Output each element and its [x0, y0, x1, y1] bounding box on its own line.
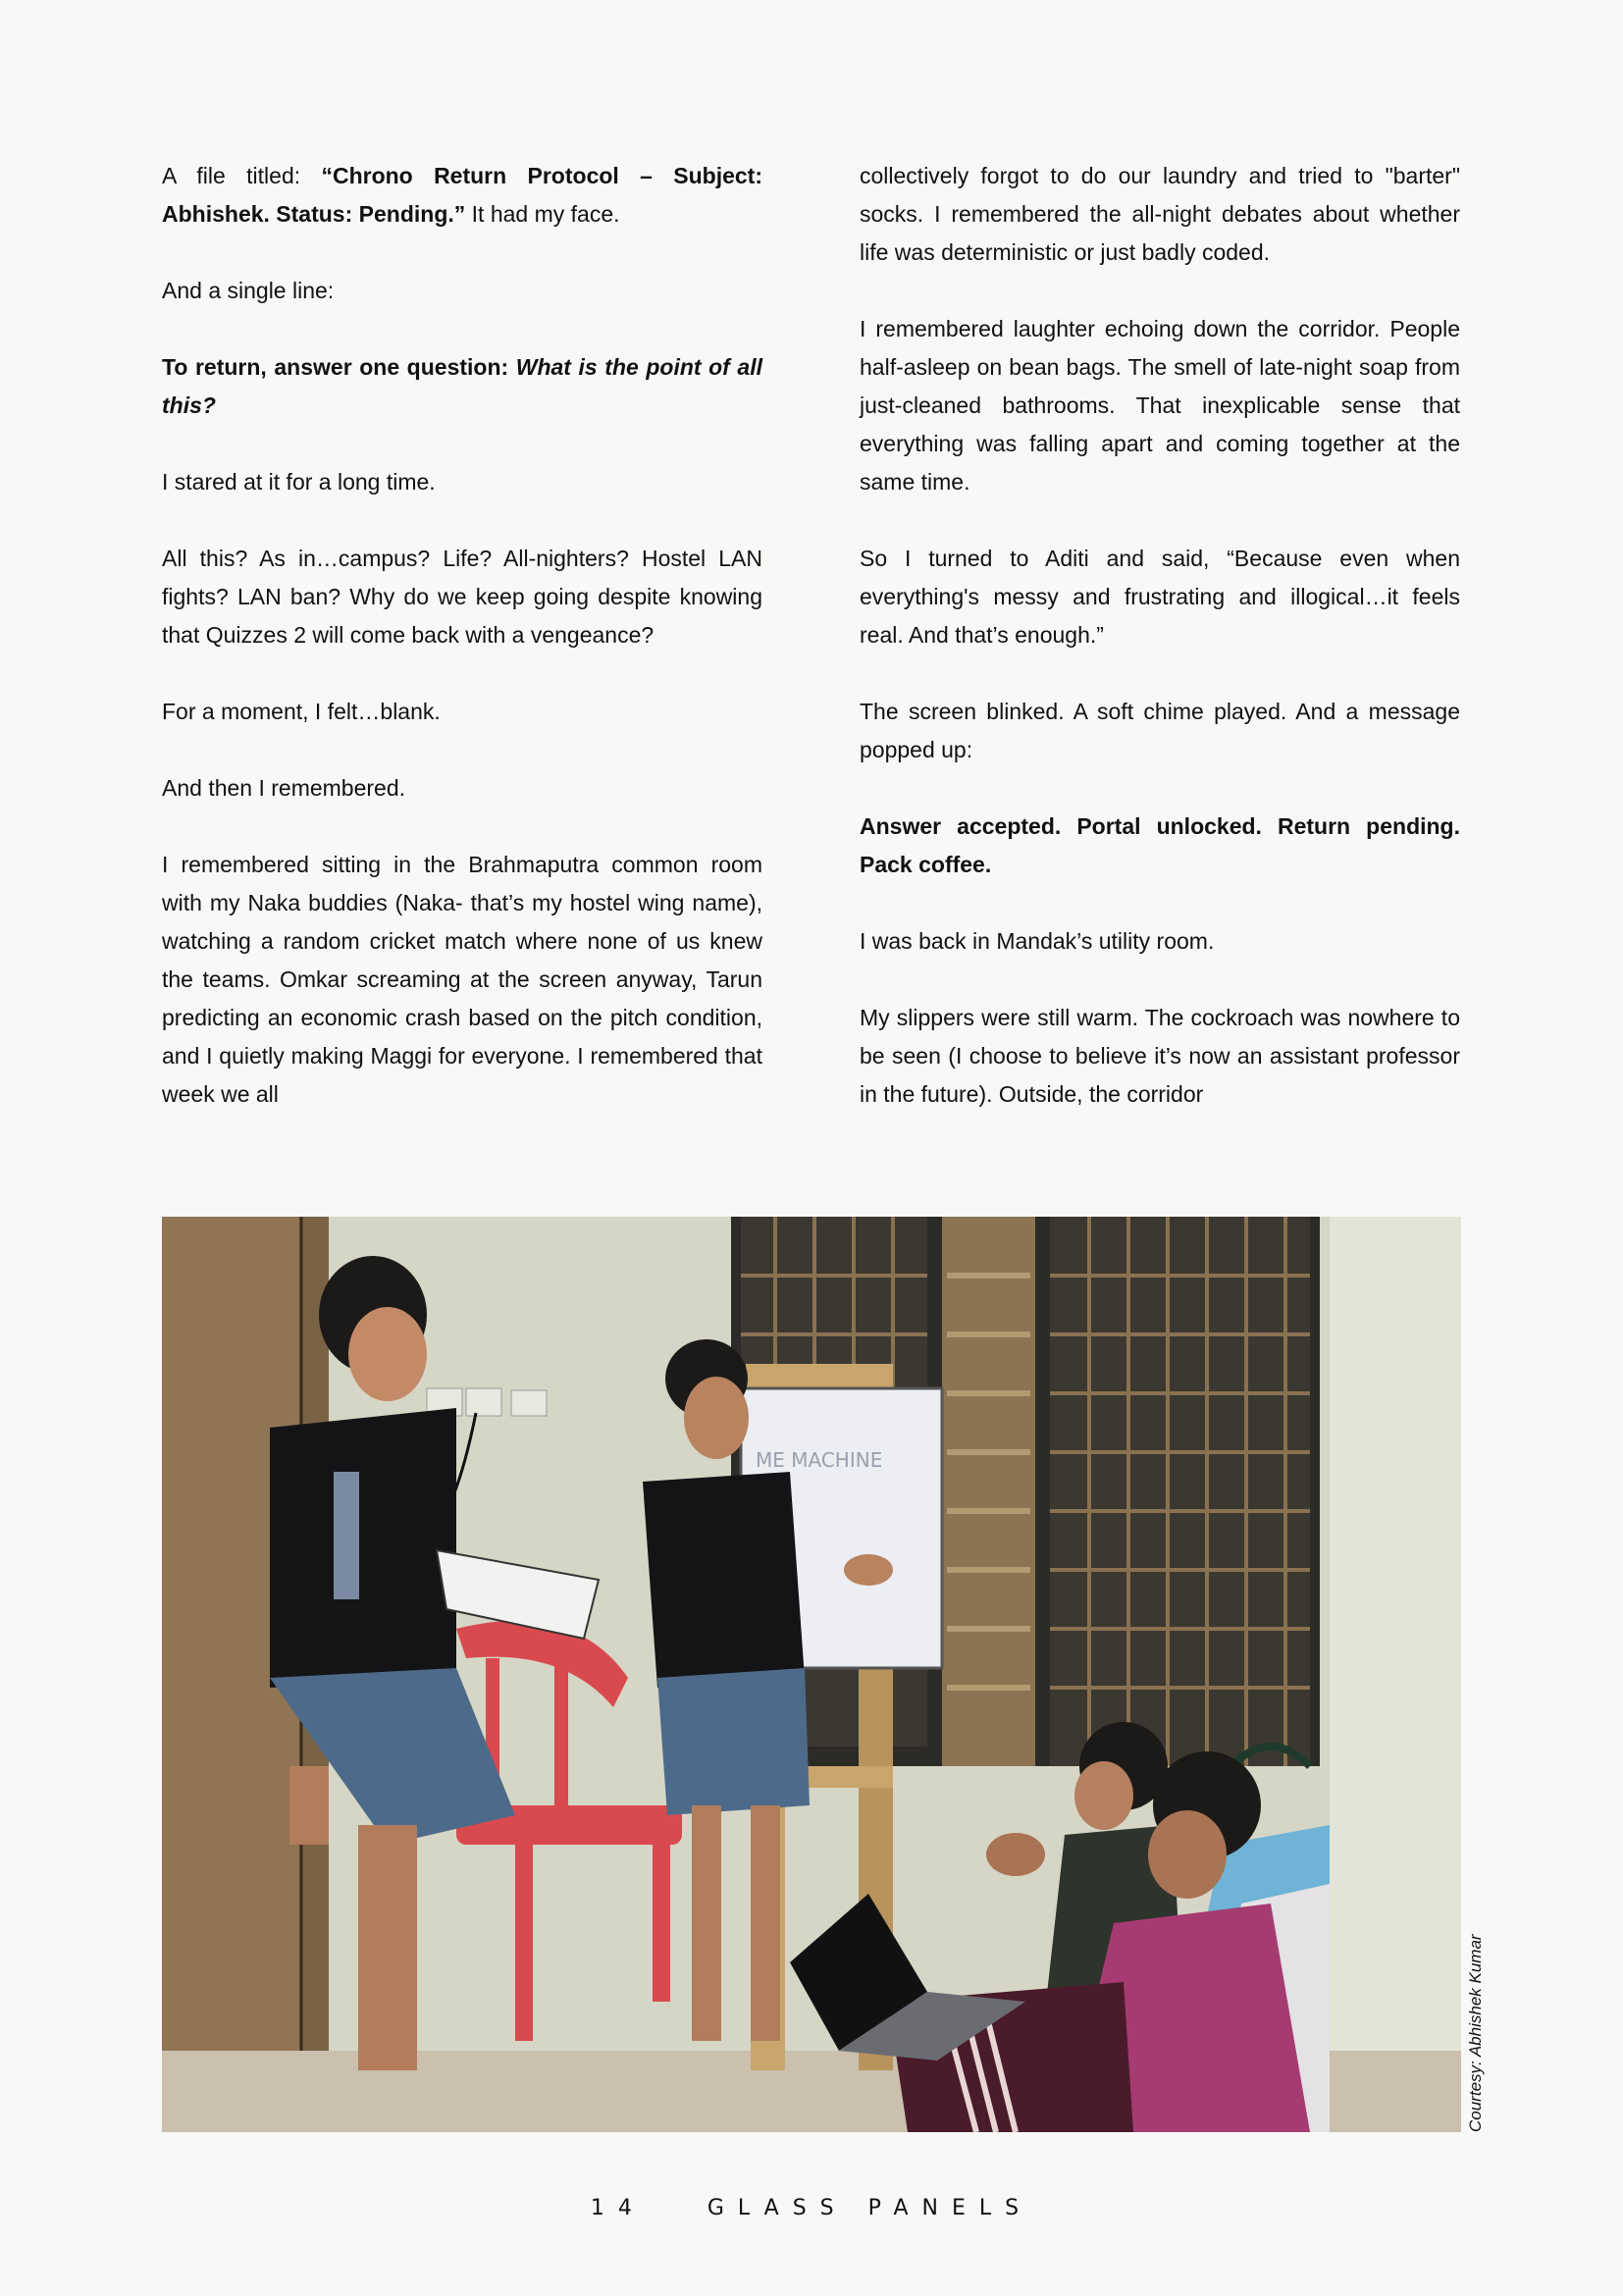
- page-footer: [0, 2196, 1623, 2220]
- paragraph: So I turned to Aditi and said, “Because even when everything's messy and frustrating and illogical…it feels real. And that’s enough.”: [860, 546, 1460, 648]
- file-title-bold: “Chrono Return Protocol – Subject: Abhishek. Status: Pending.”: [162, 163, 762, 227]
- question-bold-italic: What is the point of all this?: [162, 354, 762, 418]
- photo-credit: Courtesy: Abhishek Kumar: [1466, 1934, 1485, 2132]
- paragraph: I was back in Mandak’s utility room.: [860, 928, 1215, 954]
- paragraph: collectively forgot to do our laundry and tried to "barter" socks. I remembered the all-night debates about whether life was deterministic or just badly coded.: [860, 163, 1460, 265]
- paragraph: I remembered sitting in the Brahmaputra common room with my Naka buddies (Naka- that’s my hostel wing name), watching a random cricket match where none of us knew the teams. Omkar screaming at the screen anyway, Tarun predicting an economic crash based on the pitch condition, and I quietly making Maggi for everyone. I remembered that week we all: [162, 852, 762, 1107]
- publication-name: GLASS PANELS: [707, 2196, 1033, 2220]
- paragraph-question: [162, 348, 762, 425]
- question-bold: To return, answer one question:: [162, 354, 516, 380]
- group-photo: [162, 1217, 1461, 2132]
- page-number: 14: [590, 2196, 646, 2220]
- paragraph: The screen blinked. A soft chime played. And a message popped up:: [860, 699, 1460, 762]
- paragraph-text: It had my face.: [465, 201, 620, 227]
- whiteboard-text: ME MACHINE: [756, 1448, 883, 1472]
- paragraph: I stared at it for a long time.: [162, 469, 436, 495]
- right-column: [860, 157, 1460, 1114]
- wall-right: [1330, 1217, 1461, 2132]
- paragraph: For a moment, I felt…blank.: [162, 699, 441, 724]
- left-column: [162, 157, 762, 1114]
- paragraph: And then I remembered.: [162, 775, 406, 801]
- paragraph-file-title: [162, 157, 762, 234]
- paragraph: And a single line:: [162, 278, 335, 303]
- paragraph-text: A file titled:: [162, 163, 322, 188]
- paragraph: I remembered laughter echoing down the corridor. People half-asleep on bean bags. The smell of late-night soap from just-cleaned bathrooms. That inexplicable sense that everything was falling apart and coming together at the same time.: [860, 316, 1460, 495]
- paragraph-system-message: Answer accepted. Portal unlocked. Return pending. Pack coffee.: [860, 813, 1460, 877]
- paragraph: My slippers were still warm. The cockroach was nowhere to be seen (I choose to believe it’s now an assistant professor in the future). Outside, the corridor: [860, 1005, 1460, 1107]
- photo-illustration: [162, 1217, 1461, 2132]
- paragraph: All this? As in…campus? Life? All-nighters? Hostel LAN fights? LAN ban? Why do we keep going despite knowing that Quizzes 2 will come back with a vengeance?: [162, 546, 762, 648]
